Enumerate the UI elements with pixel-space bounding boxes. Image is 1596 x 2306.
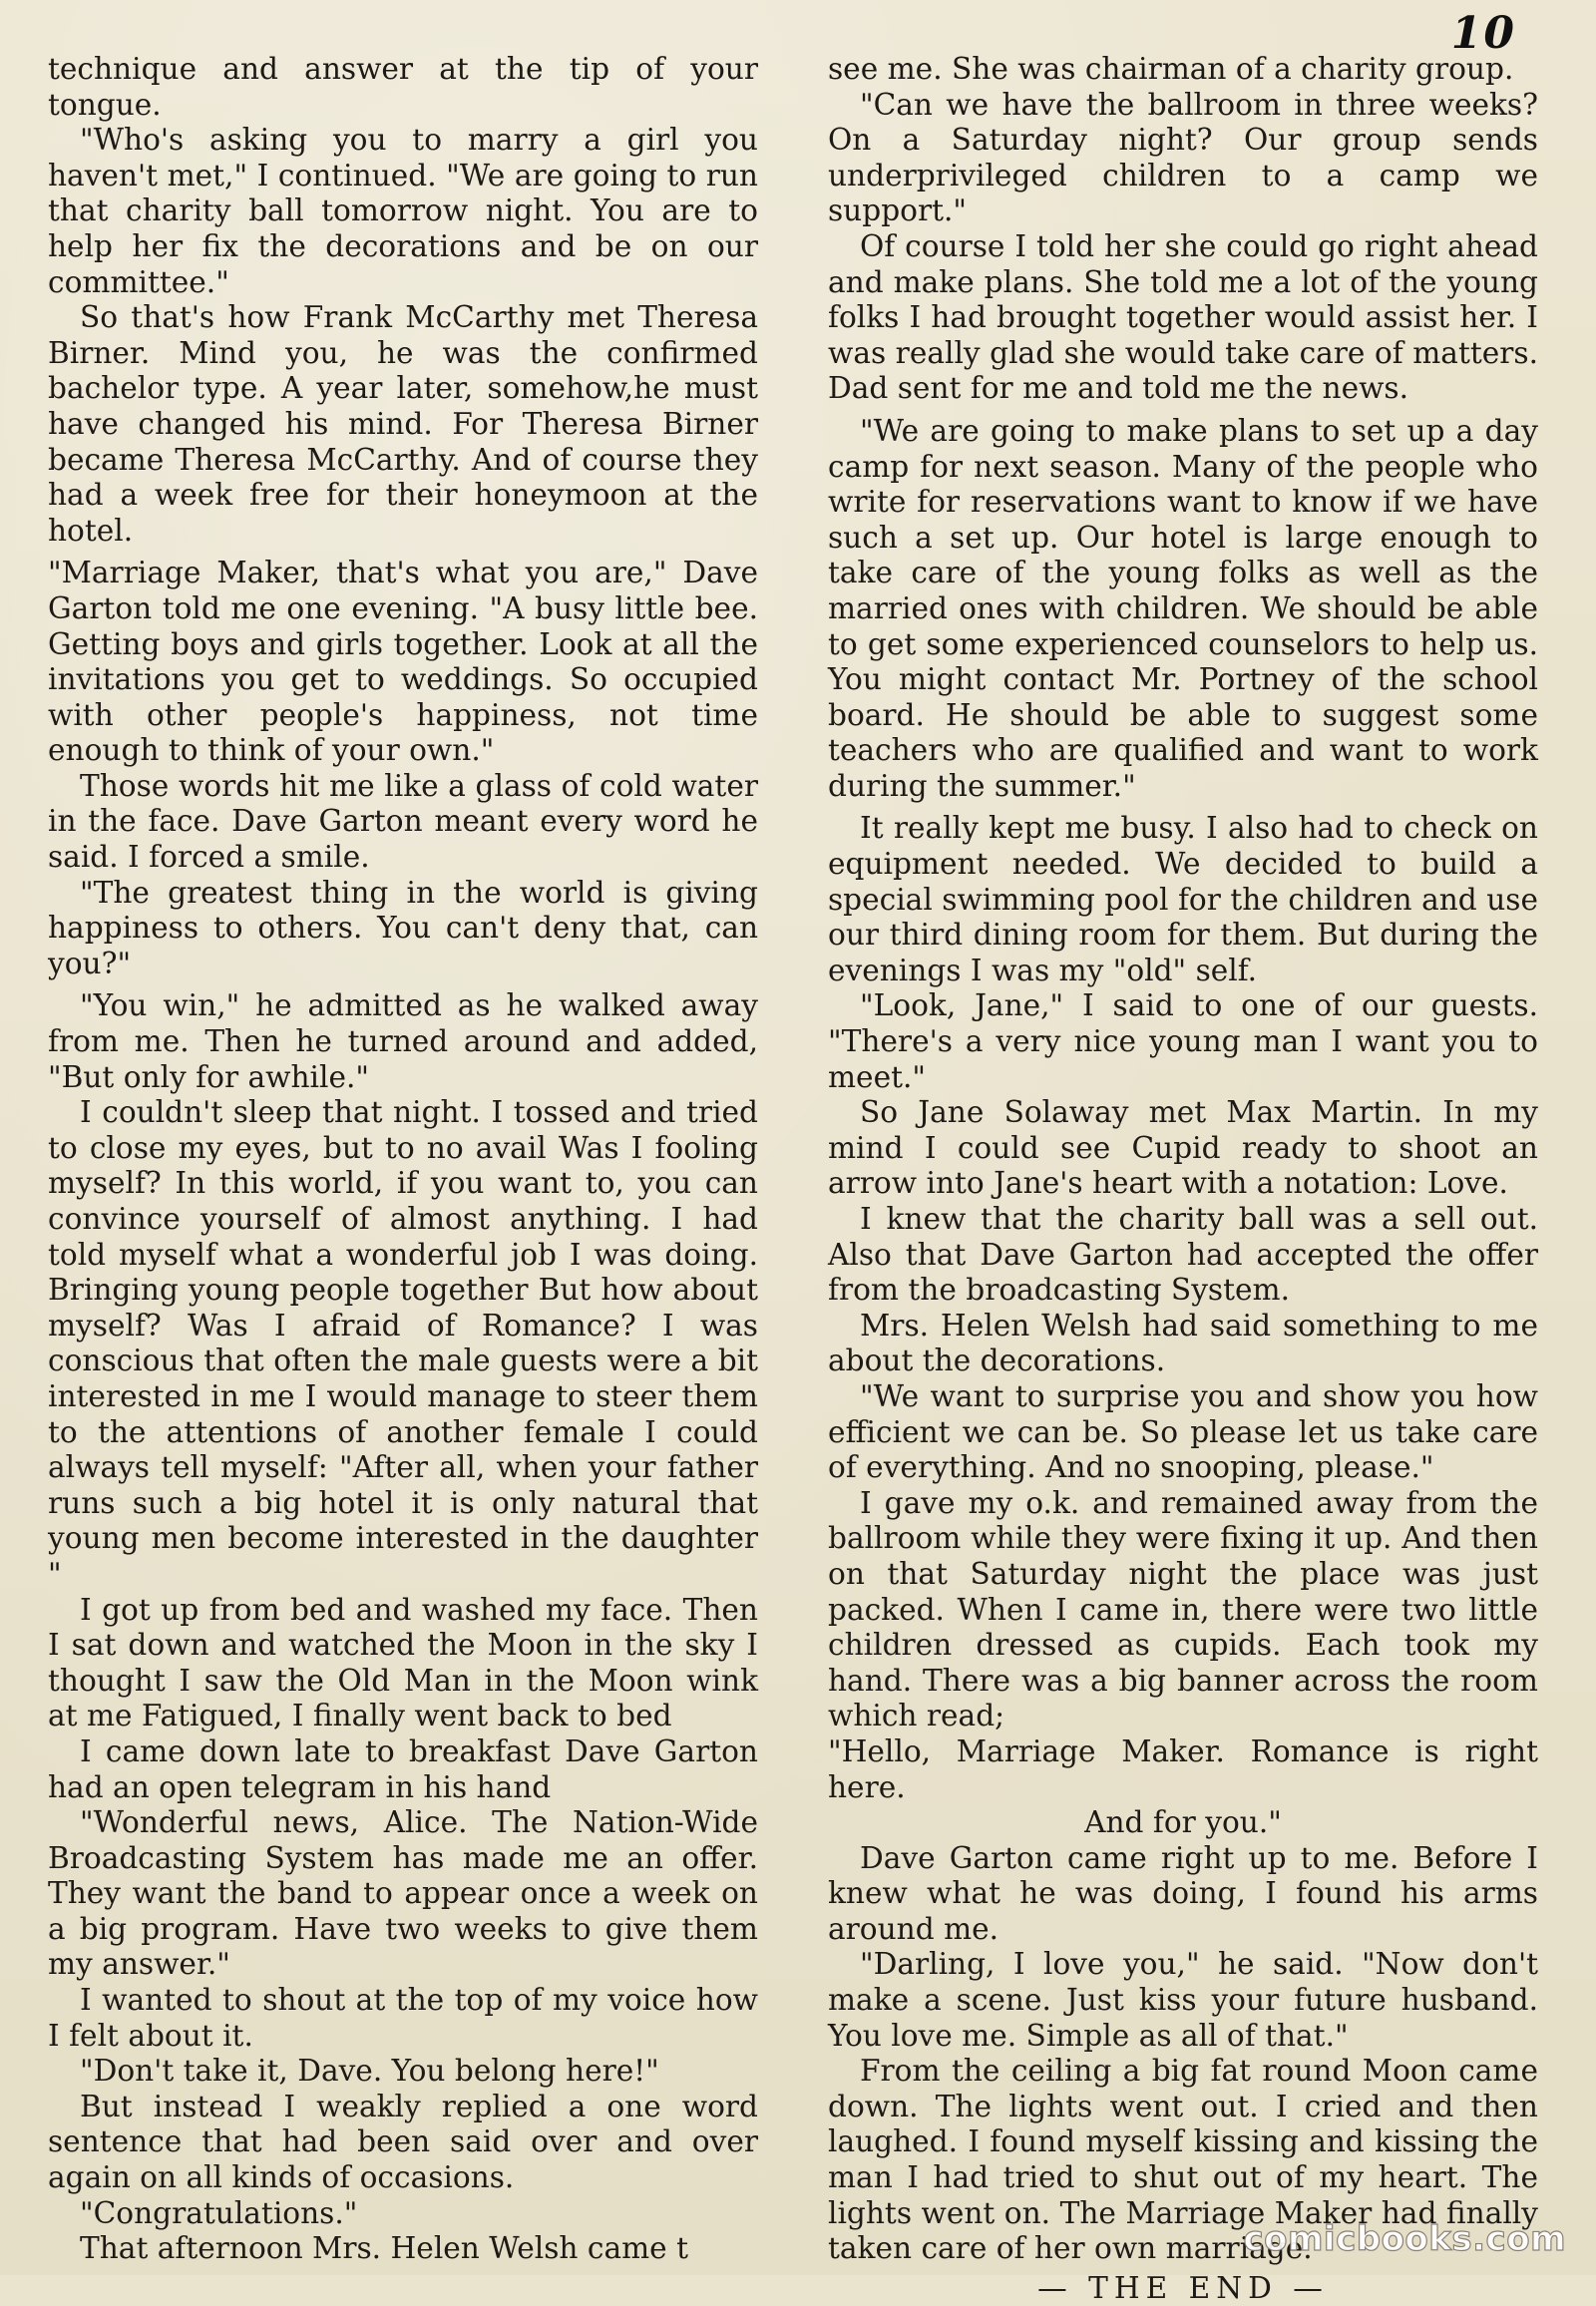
story-paragraph: So that's how Frank McCarthy met Theresa Birner. Mind you, he was the confirmed bachelor type. A year later, somehow,he must have changed his mind. For Theresa Birner became Theresa McCarthy. And of course they had a week free for their honeymoon at the hotel. [48,300,758,548]
story-paragraph: technique and answer at the tip of your tongue. [48,52,758,122]
story-paragraph: I got up from bed and washed my face. Then I sat down and watched the Moon in the sky I thought I saw the Old Man in the Moon wink at me Fatigued, I finally went back to bed [48,1592,758,1733]
story-paragraph: "Congratulations." [80,2195,358,2230]
story-paragraph: "Can we have the ballroom in three weeks? On a Saturday night? Our group sends underprivileged children to a camp we support." [828,87,1538,228]
story-paragraph: It really kept me busy. I also had to check on equipment needed. We decided to build a special swimming pool for the children and use our third dining room for them. But during the evenings I was my "old" self. [828,811,1538,987]
story-paragraph: "We are going to make plans to set up a day camp for next season. Many of the people who write for reservations want to know if we have such a set up. Our hotel is large enough to take care of the young folks as well as the married ones with children. We should be able to get some experienced counselors to help us. You might contact Mr. Portney of the school board. He should be able to suggest some teachers who are qualified and want to work during the summer." [828,413,1538,803]
story-paragraph: Of course I told her she could go right ahead and make plans. She told me a lot of the young folks I had brought together would assist her. I was really glad she would take care of matters. Dad sent for me and told me the news. [828,228,1538,406]
story-paragraph: "Darling, I love you," he said. "Now don't make a scene. Just kiss your future husband. You love me. Simple as all of that." [828,1947,1538,2053]
story-paragraph: That afternoon Mrs. Helen Welsh came t [80,2231,688,2266]
story-paragraph: "Wonderful news, Alice. The Nation-Wide Broadcasting System has made me an offer. They want the band to appear once a week on a big program. Have two weeks to give them my answer." [48,1805,758,1982]
story-paragraph: "Look, Jane," I said to one of our guests. "There's a very nice young man I want you to meet." [828,988,1538,1094]
story-paragraph: Dave Garton came right up to me. Before I knew what he was doing, I found his arms around me. [828,1840,1538,1946]
story-paragraph: Mrs. Helen Welsh had said something to me about the decorations. [828,1308,1538,1378]
the-end-line: — THE END — [1037,2270,1329,2305]
story-paragraph: "Marriage Maker, that's what you are," Dave Garton told me one evening. "A busy little bee. Getting boys and girls together. Look at all the invitations you get to weddings. So occupied with other people's happiness, not time enough to think of your own." [48,556,758,768]
story-paragraph: "Who's asking you to marry a girl you haven't met," I continued. "We are going to run that charity ball tomorrow night. You are to help her fix the decorations and be on our committee." [48,123,758,299]
story-paragraph: But instead I weakly replied a one word sentence that had been said over and over again on all kinds of occasions. [48,2089,758,2195]
site-watermark: comicbooks.com [1243,2219,1566,2259]
story-paragraph: "Don't take it, Dave. You belong here!" [80,2054,659,2089]
story-paragraph: "We want to surprise you and show you how efficient we can be. So please let us take care of everything. And no snooping, please." [828,1378,1538,1485]
left-text-column [48,52,758,2267]
story-paragraph: Those words hit me like a glass of cold water in the face. Dave Garton meant every word he said. I forced a smile. [48,768,758,875]
story-paragraph: I came down late to breakfast Dave Garton had an open telegram in his hand [48,1733,758,1804]
story-paragraph: I couldn't sleep that night. I tossed and tried to close my eyes, but to no avail Was I fooling myself? In this world, if you want to, you can convince yourself of almost anything. I had told myself what a wonderful job I was doing. Bringing young people together But how about myself? Was I afraid of Romance? I was conscious that often the male guests were a bit interested in me I would manage to steer them to the attentions of another female I could always tell myself: "After all, when your father runs such a big hotel it is only natural that young men become interested in the daughter " [48,1095,758,1591]
story-paragraph: see me. She was chairman of a charity group. [828,52,1514,86]
story-paragraph: I wanted to shout at the top of my voice how I felt about it. [48,1983,758,2053]
story-paragraph: "The greatest thing in the world is giving happiness to others. You can't deny that, can you?" [48,875,758,980]
story-paragraph: So Jane Solaway met Max Martin. In my mind I could see Cupid ready to shoot an arrow into Jane's heart with a notation: Love. [828,1095,1538,1201]
page-number: 10 [1450,8,1516,59]
story-paragraph: I knew that the charity ball was a sell out. Also that Dave Garton had accepted the offer from the broadcasting System. [828,1202,1538,1308]
story-paragraph: I gave my o.k. and remained away from the ballroom while they were fixing it up. And then on that Saturday night the place was just packed. When I came in, there were two little children dressed as cupids. Each took my hand. There was a big banner across the room which read; [828,1485,1538,1733]
story-paragraph: "You win," he admitted as he walked away from me. Then he turned around and added, "But only for awhile." [48,988,758,1094]
story-paragraph: And for you." [1084,1805,1282,1840]
story-paragraph: "Hello, Marriage Maker. Romance is right here. [828,1733,1538,1804]
right-text-column [828,52,1538,2306]
story-paragraph: From the ceiling a big fat round Moon came down. The lights went out. I cried and then laughed. I found myself kissing and kissing the man I had tried to shut out of my heart. The lights went on. The Marriage Maker had finally taken care of her own marriage. [828,2054,1538,2266]
